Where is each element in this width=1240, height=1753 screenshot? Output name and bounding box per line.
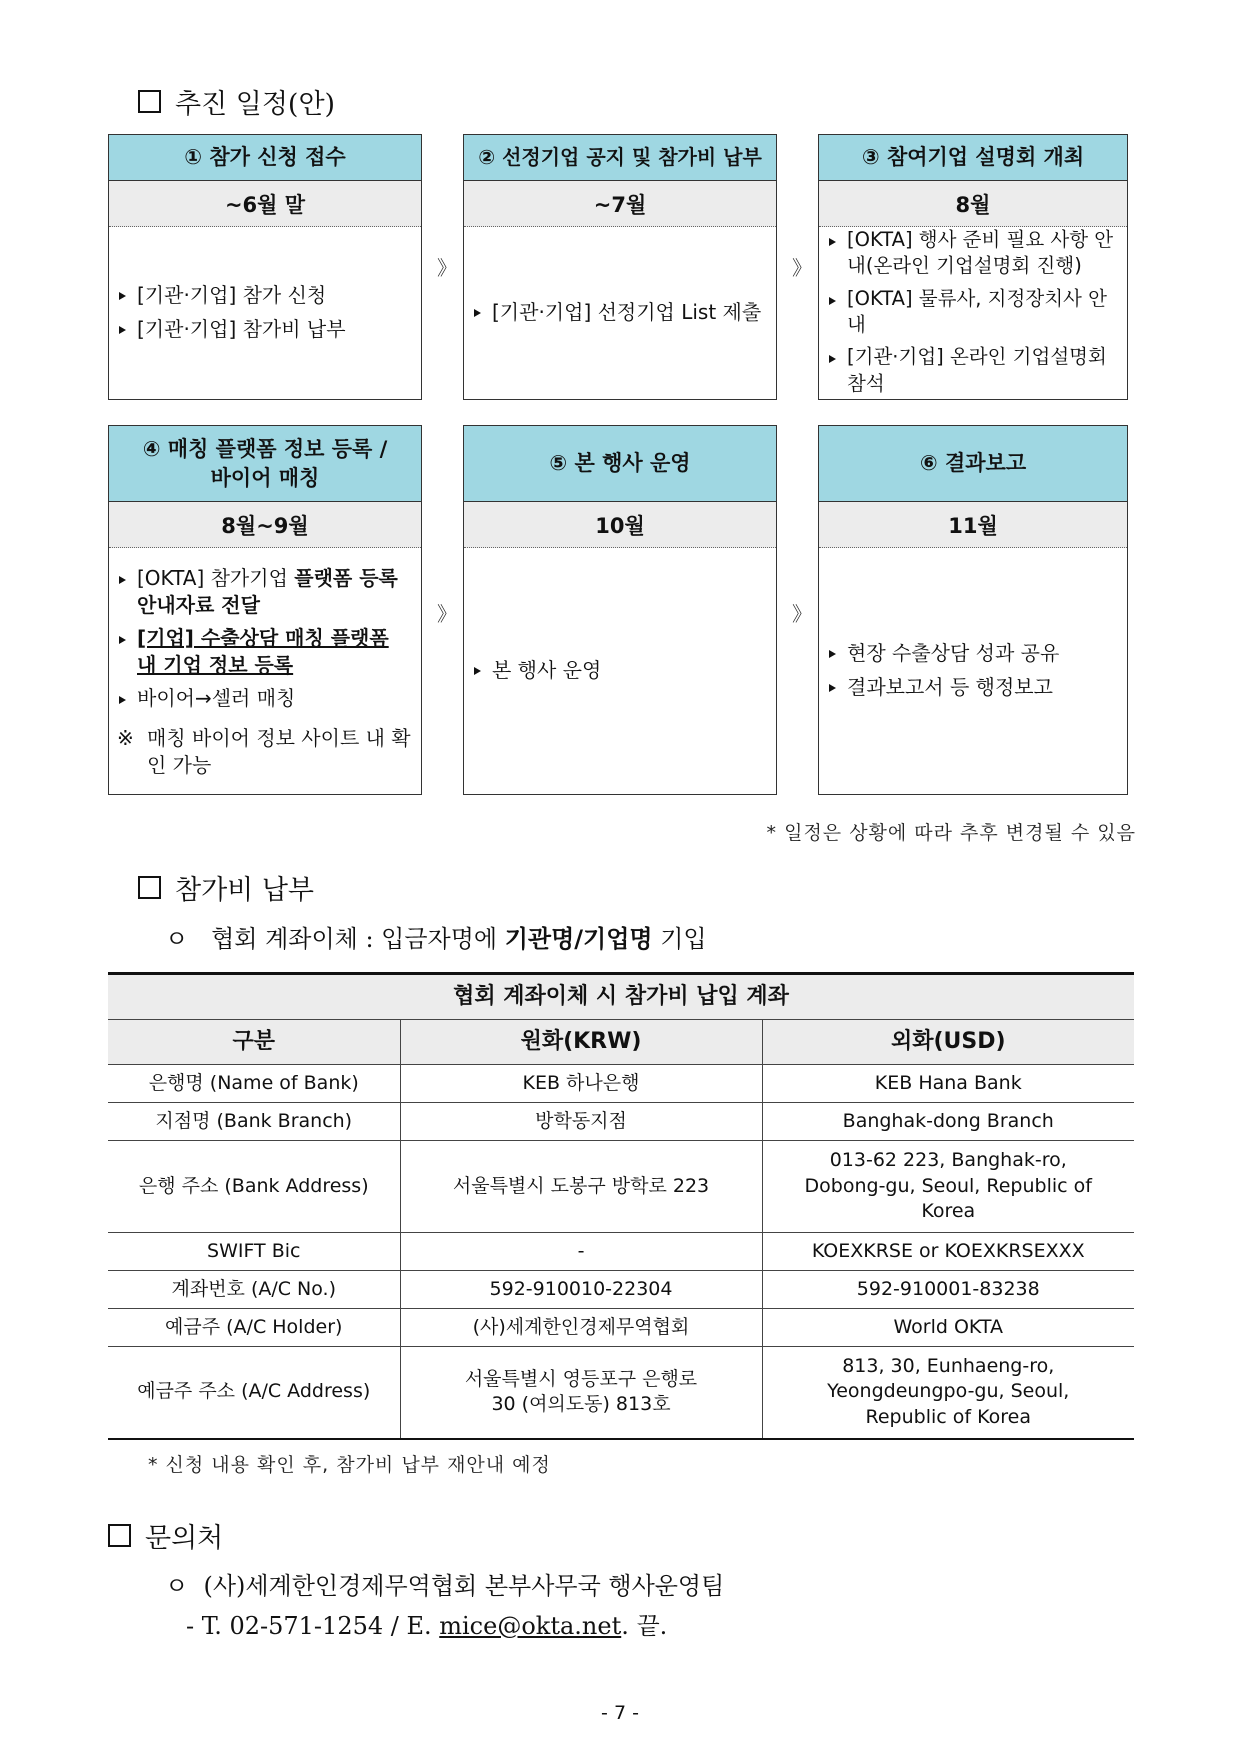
step-body	[109, 548, 421, 792]
step-body	[464, 227, 776, 397]
list-item: [기관·기업] 온라인 기업설명회 참석	[827, 344, 1119, 397]
step-card-3	[818, 134, 1128, 400]
usd-cell: World OKTA	[762, 1309, 1134, 1347]
account-table	[108, 972, 1134, 1440]
table-row	[108, 1065, 1134, 1103]
column-header: 외화(USD)	[762, 1020, 1134, 1065]
list-item: 현장 수출상담 성과 공유	[827, 639, 1119, 667]
step-number: ②	[478, 145, 496, 169]
step-header	[109, 426, 421, 502]
list-item: [기관·기업] 참가비 납부	[117, 315, 413, 343]
step-card-1	[108, 134, 422, 400]
step-title: 결과보고	[944, 451, 1027, 476]
step-header	[109, 135, 421, 181]
step-header	[464, 135, 776, 181]
krw-cell: (사)세계한인경제무역협회	[400, 1309, 762, 1347]
row-label: 예금주 (A/C Holder)	[108, 1309, 400, 1347]
step-title: 매칭 플랫폼 정보 등록 /	[167, 437, 388, 462]
step-title-line2: 바이어 매칭	[210, 465, 320, 490]
step-number: ③	[861, 145, 880, 170]
step-body	[819, 227, 1127, 397]
checkbox-square-icon	[108, 1524, 131, 1547]
note-mark: ※	[117, 725, 134, 750]
list-item: [OKTA] 물류사, 지정장치사 안내	[827, 286, 1119, 339]
column-header: 구분	[108, 1020, 400, 1065]
list-item: [기관·기업] 선정기업 List 제출	[472, 298, 768, 326]
schedule-note: * 일정은 상황에 따라 추후 변경될 수 있음	[766, 822, 1136, 844]
usd-cell: Banghak-dong Branch	[762, 1103, 1134, 1141]
krw-cell: -	[400, 1233, 762, 1271]
list-item: 바이어→셀러 매칭	[117, 685, 413, 712]
table-row	[108, 1309, 1134, 1347]
step-body	[819, 548, 1127, 792]
step-number: ⑥	[919, 451, 938, 476]
step-title: 참가 신청 접수	[209, 145, 346, 170]
list-item: 결과보고서 등 행정보고	[827, 673, 1119, 701]
step-header	[819, 426, 1127, 502]
step-month: 10월	[464, 502, 776, 548]
step-month: ~6월 말	[109, 181, 421, 227]
list-item: [기관·기업] 참가 신청	[117, 281, 413, 309]
step-card-2	[463, 134, 777, 400]
step-note: ※ 매칭 바이어 정보 사이트 내 확인 가능	[117, 725, 411, 777]
checkbox-square-icon	[138, 876, 161, 899]
bullet-mark: ㅇ	[165, 1572, 189, 1600]
step-arrow: 》	[792, 602, 812, 626]
krw-cell: 592-910010-22304	[400, 1271, 762, 1309]
usd-cell: KOEXKRSE or KOEXKRSEXXX	[762, 1233, 1134, 1271]
row-label: 은행 주소 (Bank Address)	[108, 1141, 400, 1233]
list-item: [OKTA] 행사 준비 필요 사항 안내(온라인 기업설명회 진행)	[827, 227, 1119, 280]
row-label: SWIFT Bic	[108, 1233, 400, 1271]
fee-section-title	[138, 868, 314, 907]
table-title: 협회 계좌이체 시 참가비 납입 계좌	[108, 974, 1134, 1020]
row-label: 예금주 주소 (A/C Address)	[108, 1347, 400, 1439]
step-card-4	[108, 425, 422, 795]
schedule-title: 추진 일정(안)	[175, 89, 336, 120]
krw-cell: 서울특별시 영등포구 은행로 30 (여의도동) 813호	[400, 1347, 762, 1439]
step-title: 본 행사 운영	[574, 451, 691, 476]
usd-cell: 813, 30, Eunhaeng-ro, Yeongdeungpo-gu, Seoul, Republic of Korea	[762, 1347, 1134, 1439]
step-title: 참여기업 설명회 개최	[886, 145, 1085, 170]
step-card-6	[818, 425, 1128, 795]
krw-cell: KEB 하나은행	[400, 1065, 762, 1103]
step-arrow: 》	[792, 256, 812, 280]
list-item: 본 행사 운영	[472, 656, 768, 684]
step-month: ~7월	[464, 181, 776, 227]
krw-cell: 방학동지점	[400, 1103, 762, 1141]
fee-note: * 신청 내용 확인 후, 참가비 납부 재안내 예정	[148, 1454, 551, 1476]
table-row	[108, 1233, 1134, 1271]
table-row	[108, 1347, 1134, 1439]
fee-title: 참가비 납부	[175, 875, 314, 906]
step-body	[464, 548, 776, 792]
contact-org: ㅇ (사)세계한인경제무역협회 본부사무국 행사운영팀	[165, 1572, 725, 1600]
list-item: [기업] 수출상담 매칭 플랫폼 내 기업 정보 등록	[117, 625, 413, 679]
step-arrow: 》	[437, 602, 457, 626]
krw-cell: 서울특별시 도봉구 방학로 223	[400, 1141, 762, 1233]
contact-title: 문의처	[145, 1523, 224, 1554]
fee-instruction: ㅇ 협회 계좌이체 : 입금자명에 기관명/기업명 기입	[165, 925, 707, 953]
step-header	[464, 426, 776, 502]
usd-cell: KEB Hana Bank	[762, 1065, 1134, 1103]
table-row	[108, 1103, 1134, 1141]
step-arrow: 》	[437, 256, 457, 280]
row-label: 지점명 (Bank Branch)	[108, 1103, 400, 1141]
usd-cell: 592-910001-83238	[762, 1271, 1134, 1309]
table-row	[108, 1141, 1134, 1233]
contact-section-title	[108, 1516, 223, 1555]
step-number: ①	[184, 145, 203, 170]
step-number: ④	[142, 437, 161, 462]
bullet-mark: ㅇ	[165, 925, 189, 953]
schedule-section-title	[138, 82, 335, 121]
checkbox-square-icon	[138, 90, 161, 113]
step-body	[109, 227, 421, 397]
usd-cell: 013-62 223, Banghak-ro, Dobong-gu, Seoul, Republic of Korea	[762, 1141, 1134, 1233]
contact-phone: - T. 02-571-1254 / E.	[186, 1612, 440, 1640]
row-label: 은행명 (Name of Bank)	[108, 1065, 400, 1103]
step-title: 선정기업 공지 및 참가비 납부	[502, 145, 762, 169]
email-link[interactable]: mice@okta.net	[439, 1612, 622, 1640]
list-item: [OKTA] 참가기업 플랫폼 등록 안내자료 전달	[117, 565, 413, 619]
step-number: ⑤	[549, 451, 568, 476]
step-card-5	[463, 425, 777, 795]
contact-line: - T. 02-571-1254 / E. mice@okta.net. 끝.	[186, 1612, 668, 1640]
step-month: 8월~9월	[109, 502, 421, 548]
step-header	[819, 135, 1127, 181]
row-label: 계좌번호 (A/C No.)	[108, 1271, 400, 1309]
table-row	[108, 1271, 1134, 1309]
step-month: 11월	[819, 502, 1127, 548]
step-month: 8월	[819, 181, 1127, 227]
column-header: 원화(KRW)	[400, 1020, 762, 1065]
page-number: - 7 -	[601, 1702, 639, 1724]
